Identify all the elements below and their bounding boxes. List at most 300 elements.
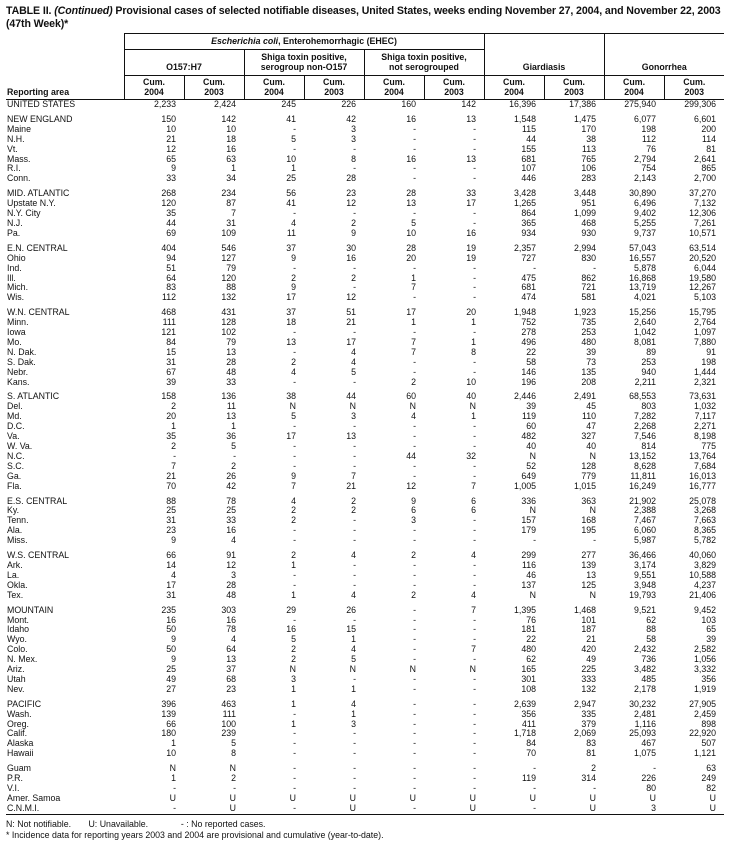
value-cell: 7,467 — [634, 515, 657, 526]
table-row — [6, 184, 724, 199]
value-cell: - — [593, 262, 597, 273]
value-cell: 60 — [406, 391, 416, 402]
value-cell: - — [473, 163, 476, 174]
value-cell: 20 — [466, 307, 476, 318]
reporting-area-cell: Upstate N.Y. — [7, 198, 56, 209]
reporting-area-cell: Ark. — [7, 559, 23, 570]
value-cell: 336 — [521, 495, 536, 506]
value-cell: 235 — [161, 604, 176, 615]
value-cell: 283 — [581, 173, 597, 184]
value-cell: 1,718 — [513, 728, 536, 739]
table-row — [6, 378, 724, 388]
value-cell: - — [473, 525, 476, 536]
reporting-area-cell: Guam — [7, 763, 31, 774]
value-cell: 38 — [286, 391, 296, 402]
value-cell: - — [413, 763, 416, 774]
value-cell: 2 — [291, 515, 296, 526]
value-cell: 42 — [346, 113, 356, 124]
value-cell: 165 — [521, 664, 536, 675]
table-row — [6, 358, 724, 368]
value-cell: 9 — [171, 535, 176, 546]
value-cell: 16,249 — [629, 480, 657, 491]
subgroup-line1: Shiga toxin positive, — [381, 52, 467, 62]
value-cell: 121 — [161, 327, 176, 338]
value-cell: - — [593, 783, 597, 793]
value-cell: U — [289, 792, 296, 803]
value-cell: 721 — [581, 282, 597, 293]
value-cell: 40,060 — [689, 550, 717, 561]
reporting-area-cell: S.C. — [7, 460, 25, 471]
value-cell: 10 — [286, 153, 296, 164]
value-cell: - — [473, 262, 476, 273]
value-cell: 70 — [526, 748, 536, 759]
value-cell: 8 — [351, 153, 356, 164]
value-cell: N — [289, 664, 296, 675]
value-cell: - — [293, 346, 296, 357]
table-row — [6, 794, 724, 804]
value-cell: 2 — [231, 773, 236, 784]
value-cell: - — [293, 579, 296, 590]
value-cell: 132 — [581, 683, 597, 694]
value-cell: 13 — [346, 431, 356, 442]
value-cell: 814 — [641, 441, 657, 451]
value-cell: 1,395 — [513, 604, 536, 615]
value-cell: 198 — [641, 123, 657, 134]
value-cell: 396 — [161, 698, 176, 709]
value-cell: 12 — [346, 198, 356, 209]
value-cell: 110 — [581, 411, 597, 422]
value-cell: - — [473, 634, 476, 645]
reporting-area-cell: Pa. — [7, 227, 21, 238]
value-cell: 21 — [586, 634, 597, 645]
value-cell: 40 — [466, 391, 476, 402]
value-cell: - — [293, 327, 296, 338]
value-cell: 363 — [581, 495, 597, 506]
reporting-area-cell: Wash. — [7, 708, 32, 719]
value-cell: - — [293, 123, 296, 134]
value-cell: 81 — [706, 143, 717, 154]
value-cell: 2 — [411, 376, 416, 387]
value-cell: 21,406 — [689, 589, 717, 600]
value-cell: - — [293, 773, 296, 784]
reporting-area-cell: NEW ENGLAND — [7, 113, 73, 124]
value-cell: - — [413, 748, 416, 759]
table-row — [6, 199, 724, 209]
value-cell: 208 — [581, 376, 597, 387]
value-cell: - — [473, 535, 476, 546]
value-cell: - — [473, 173, 476, 184]
value-cell: 2,388 — [634, 505, 657, 516]
value-cell: 3 — [291, 673, 296, 684]
value-cell: 2 — [291, 644, 296, 655]
value-cell: 1,099 — [574, 208, 597, 219]
value-cell: 15,795 — [689, 307, 717, 318]
value-cell: 107 — [521, 163, 536, 174]
value-cell: 9 — [171, 163, 176, 174]
value-cell: 277 — [581, 550, 597, 561]
value-cell: - — [413, 738, 416, 749]
value-cell: - — [173, 802, 176, 813]
value-cell: - — [293, 738, 296, 749]
table-row — [6, 645, 724, 655]
value-cell: 31 — [166, 589, 176, 600]
value-cell: - — [413, 773, 416, 784]
value-cell: 9,521 — [634, 604, 657, 615]
value-cell: - — [413, 718, 416, 729]
value-cell: - — [653, 763, 657, 774]
value-cell: 2 — [231, 460, 236, 471]
value-cell: 51 — [346, 307, 356, 318]
value-cell: 2 — [351, 217, 356, 228]
value-cell: - — [353, 614, 356, 625]
value-cell: 16,868 — [629, 272, 657, 283]
value-cell: 27 — [166, 683, 176, 694]
reporting-area-cell: W.N. CENTRAL — [7, 307, 70, 318]
reporting-area-cell: N.Y. City — [7, 208, 41, 219]
value-cell: 6 — [411, 505, 416, 516]
value-cell: 10 — [226, 123, 236, 134]
value-cell: 18 — [226, 133, 236, 144]
value-cell: 195 — [581, 525, 597, 536]
value-cell: 33 — [166, 173, 176, 184]
col-header-cum: Cum. 2004 — [364, 76, 424, 100]
value-cell: - — [353, 579, 356, 590]
value-cell: - — [413, 673, 416, 684]
value-cell: 7 — [171, 460, 176, 471]
value-cell: 25 — [166, 664, 176, 675]
value-cell: 830 — [581, 252, 597, 263]
col-header-cum: Cum. 2004 — [604, 76, 664, 100]
table-row — [6, 452, 724, 462]
value-cell: 1 — [471, 411, 476, 422]
value-cell: U — [469, 792, 476, 803]
value-cell: 4 — [351, 698, 356, 709]
value-cell: 1 — [471, 336, 476, 347]
value-cell: 196 — [521, 376, 536, 387]
value-cell: 79 — [226, 336, 236, 347]
reporting-area-cell: Ala. — [7, 525, 23, 536]
value-cell: 78 — [226, 624, 236, 635]
value-cell: 62 — [646, 614, 657, 625]
value-cell: 128 — [581, 460, 597, 471]
table-row — [6, 229, 724, 239]
value-cell: - — [413, 133, 416, 144]
value-cell: 103 — [701, 614, 717, 625]
value-cell: - — [413, 525, 416, 536]
value-cell: - — [233, 783, 236, 793]
value-cell: 303 — [221, 604, 236, 615]
reporting-area-cell: N.J. — [7, 217, 23, 228]
value-cell: 116 — [521, 559, 536, 570]
reporting-area-cell: Nebr. — [7, 366, 29, 377]
value-cell: 765 — [581, 153, 597, 164]
table-row — [6, 303, 724, 318]
value-cell: - — [473, 683, 476, 694]
table-row — [6, 338, 724, 348]
value-cell: 681 — [521, 282, 536, 293]
value-cell: 68,553 — [629, 391, 657, 402]
table-row — [6, 293, 724, 303]
value-cell: 779 — [581, 470, 597, 481]
value-cell: 16,013 — [689, 470, 717, 481]
value-cell: 1 — [351, 683, 356, 694]
value-cell: 1 — [291, 559, 296, 570]
value-cell: 2,069 — [574, 728, 597, 739]
value-cell: 7,282 — [634, 411, 657, 422]
value-cell: 16 — [166, 614, 176, 625]
value-cell: - — [173, 450, 176, 461]
value-cell: 5 — [231, 441, 236, 451]
value-cell: 82 — [706, 783, 717, 793]
value-cell: 1,919 — [694, 683, 717, 694]
value-cell: 12,306 — [689, 208, 717, 219]
table-row — [6, 145, 724, 155]
table-row — [6, 506, 724, 516]
value-cell: - — [353, 515, 356, 526]
value-cell: 39 — [526, 401, 536, 412]
value-cell: N — [409, 664, 416, 675]
value-cell: 6 — [471, 495, 476, 506]
value-cell: - — [473, 460, 476, 471]
value-cell: 168 — [581, 515, 597, 526]
value-cell: 420 — [581, 644, 597, 655]
value-cell: 101 — [581, 614, 597, 625]
value-cell: 245 — [281, 99, 296, 109]
value-cell: 934 — [521, 227, 536, 238]
value-cell: 1 — [471, 317, 476, 328]
table-row — [6, 462, 724, 472]
value-cell: 16,777 — [689, 480, 717, 491]
value-cell: 87 — [226, 198, 236, 209]
value-cell: 67 — [166, 366, 176, 377]
reporting-area-cell: Tex. — [7, 589, 24, 600]
value-cell: 12 — [406, 480, 416, 491]
value-cell: 58 — [646, 634, 657, 645]
value-cell: - — [473, 282, 476, 293]
value-cell: 17 — [166, 579, 176, 590]
value-cell: - — [473, 366, 476, 377]
value-cell: 136 — [221, 391, 236, 402]
value-cell: - — [413, 644, 416, 655]
value-cell: 1,444 — [694, 366, 717, 377]
value-cell: 1 — [411, 317, 416, 328]
table-row — [6, 283, 724, 293]
table-row — [6, 774, 724, 784]
subgroup-line2: serogroup non-O157 — [260, 62, 348, 72]
value-cell: - — [473, 441, 476, 451]
table-row — [6, 601, 724, 616]
reporting-area-cell: Fla. — [7, 480, 22, 491]
reporting-area-cell: Colo. — [7, 644, 28, 655]
value-cell: 79 — [226, 262, 236, 273]
value-cell: - — [353, 559, 356, 570]
value-cell: - — [413, 708, 416, 719]
value-cell: 15 — [166, 346, 176, 357]
value-cell: 11 — [226, 401, 236, 412]
value-cell: 51 — [166, 262, 176, 273]
value-cell: 81 — [586, 748, 597, 759]
value-cell: 200 — [701, 123, 717, 134]
value-cell: 9,737 — [634, 227, 657, 238]
value-cell: 299 — [521, 550, 536, 561]
value-cell: 35 — [166, 431, 176, 442]
value-cell: 66 — [166, 550, 176, 561]
value-cell: - — [413, 431, 416, 442]
reporting-area-cell: PACIFIC — [7, 698, 42, 709]
value-cell: 21,902 — [629, 495, 657, 506]
value-cell: - — [353, 783, 356, 793]
value-cell: 8,198 — [694, 431, 717, 442]
value-cell: 1,032 — [694, 401, 717, 412]
value-cell: - — [533, 763, 536, 774]
reporting-area-cell: Mont. — [7, 614, 30, 625]
title-week: (47th Week)* — [6, 17, 69, 30]
col-header-cum: Cum. 2003 — [544, 76, 604, 100]
value-cell: U — [349, 802, 356, 813]
reporting-area-cell: Nev. — [7, 683, 25, 694]
value-cell: 3 — [231, 569, 236, 580]
value-cell: 225 — [581, 664, 597, 675]
table-title — [6, 5, 724, 30]
value-cell: 940 — [641, 366, 657, 377]
value-cell: 268 — [161, 188, 176, 199]
table-row — [6, 422, 724, 432]
value-cell: 88 — [166, 495, 176, 506]
reporting-area-cell: S. ATLANTIC — [7, 391, 60, 402]
value-cell: 2 — [351, 495, 356, 506]
value-cell: 865 — [701, 163, 717, 174]
col-header-cum: Cum. 2003 — [184, 76, 244, 100]
value-cell: - — [293, 763, 296, 774]
value-cell: 4 — [231, 634, 236, 645]
value-cell: 2 — [291, 356, 296, 367]
value-cell: 49 — [586, 654, 597, 665]
value-cell: 158 — [161, 391, 176, 402]
value-cell: 4 — [351, 644, 356, 655]
value-cell: - — [353, 535, 356, 546]
value-cell: 16,396 — [509, 99, 536, 109]
value-cell: 139 — [581, 559, 597, 570]
value-cell: - — [413, 208, 416, 219]
value-cell: - — [353, 450, 356, 461]
value-cell: 411 — [521, 718, 536, 729]
value-cell: 4 — [231, 535, 236, 546]
reporting-area-header: Reporting area — [6, 34, 124, 100]
value-cell: 1 — [351, 634, 356, 645]
value-cell: 1,948 — [513, 307, 536, 318]
value-cell: 37 — [286, 242, 296, 253]
ehec-group-rest: , Enterohemorrhagic (EHEC) — [278, 36, 397, 46]
value-cell: 52 — [526, 460, 536, 471]
value-cell: 333 — [581, 673, 597, 684]
value-cell: 31 — [166, 515, 176, 526]
value-cell: 803 — [641, 401, 657, 412]
value-cell: - — [473, 673, 476, 684]
legend-unavailable: U: Unavailable. — [88, 818, 149, 829]
reporting-area-cell: Minn. — [7, 317, 29, 328]
value-cell: - — [413, 604, 416, 615]
value-cell: 1,265 — [513, 198, 536, 209]
reporting-area-cell: Md. — [7, 411, 22, 422]
table-row — [6, 516, 724, 526]
table-row — [6, 581, 724, 591]
value-cell: - — [413, 698, 416, 709]
value-cell: - — [473, 133, 476, 144]
value-cell: 13 — [226, 346, 236, 357]
table-row — [6, 720, 724, 730]
value-cell: 2,233 — [153, 99, 176, 109]
value-cell: 3,428 — [513, 188, 536, 199]
reporting-area-cell: E.N. CENTRAL — [7, 242, 68, 253]
value-cell: 111 — [162, 317, 176, 328]
value-cell: 1,468 — [574, 604, 597, 615]
value-cell: 13 — [406, 198, 416, 209]
value-cell: N — [349, 664, 356, 675]
table-header — [6, 34, 724, 100]
value-cell: 6,496 — [634, 198, 657, 209]
value-cell: 8,628 — [634, 460, 657, 471]
value-cell: - — [293, 802, 296, 813]
value-cell: 100 — [221, 718, 236, 729]
value-cell: 170 — [581, 123, 597, 134]
table-row — [6, 219, 724, 229]
value-cell: 7,132 — [694, 198, 717, 209]
value-cell: 1 — [291, 589, 296, 600]
reporting-area-cell: Idaho — [7, 624, 30, 635]
value-cell: 64 — [226, 644, 236, 655]
value-cell: U — [469, 802, 476, 813]
value-cell: - — [473, 773, 476, 784]
table-row — [6, 571, 724, 581]
value-cell: 365 — [521, 217, 536, 228]
col-header-cum: Cum. 2003 — [664, 76, 724, 100]
col-header-cum: Cum. 2004 — [244, 76, 304, 100]
table-row — [6, 804, 724, 814]
value-cell: - — [413, 654, 416, 665]
value-cell: 2,994 — [574, 242, 597, 253]
value-cell: 22 — [526, 346, 536, 357]
value-cell: 16,557 — [629, 252, 657, 263]
value-cell: 2,432 — [634, 644, 657, 655]
value-cell: - — [293, 441, 296, 451]
value-cell: 4 — [351, 589, 356, 600]
value-cell: U — [649, 792, 657, 803]
value-cell: 649 — [521, 470, 536, 481]
reporting-area-cell: Okla. — [7, 579, 28, 590]
table-row — [6, 387, 724, 402]
value-cell: - — [473, 748, 476, 759]
value-cell: - — [353, 262, 356, 273]
value-cell: 60 — [526, 421, 536, 432]
giardiasis-header: Giardiasis — [484, 34, 604, 76]
reporting-area-cell: N. Dak. — [7, 346, 37, 357]
value-cell: 17 — [406, 307, 416, 318]
value-cell: 20 — [166, 411, 176, 422]
table-row — [6, 526, 724, 536]
value-cell: 2,641 — [694, 153, 717, 164]
value-cell: 3 — [351, 718, 356, 729]
value-cell: - — [293, 450, 296, 461]
value-cell: 63 — [226, 153, 236, 164]
value-cell: 356 — [521, 708, 536, 719]
value-cell: U — [529, 792, 536, 803]
value-cell: 2 — [291, 505, 296, 516]
table-row — [6, 135, 724, 145]
value-cell: 73,631 — [689, 391, 717, 402]
value-cell: 463 — [221, 698, 236, 709]
value-cell: - — [353, 376, 356, 387]
legend-line — [6, 819, 724, 830]
